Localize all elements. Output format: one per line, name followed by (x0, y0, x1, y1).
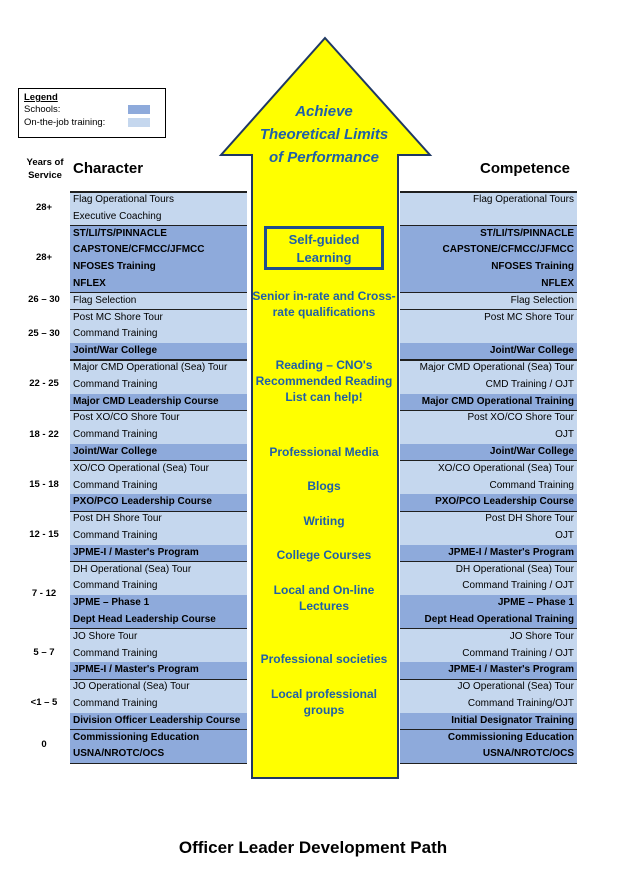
group-separator (70, 292, 247, 293)
character-row: Commissioning Education (70, 730, 247, 747)
arrow-goal-text: Achieve Theoretical Limits of Performance (259, 103, 389, 166)
competence-row: PXO/PCO Leadership Course (400, 494, 577, 511)
competence-row: XO/CO Operational (Sea) Tour (400, 461, 577, 478)
character-row: JPME-I / Master's Program (70, 662, 247, 679)
center-item: Writing (303, 514, 345, 528)
page-title: Officer Leader Development Path (178, 838, 448, 857)
group-separator (400, 191, 577, 192)
years-label: 0 (41, 739, 47, 751)
group-separator (70, 628, 247, 629)
character-row: Command Training (70, 478, 247, 495)
character-row: Major CMD Leadership Course (70, 394, 247, 411)
character-row: PXO/PCO Leadership Course (70, 494, 247, 511)
years-label: 7 - 12 (31, 588, 57, 600)
competence-row: JPME-I / Master's Program (400, 662, 577, 679)
group-separator (400, 410, 577, 411)
competence-row: JO Shore Tour (400, 629, 577, 646)
competence-row: JPME – Phase 1 (400, 595, 577, 612)
group-separator (70, 763, 247, 764)
competence-row: Command Training (400, 478, 577, 495)
center-item: Local professional groups (270, 687, 378, 717)
competence-row: Dept Head Operational Training (400, 612, 577, 629)
center-item: Local and On-line Lectures (273, 583, 375, 613)
character-row: CAPSTONE/CFMCC/JFMCC (70, 242, 247, 259)
center-item: Professional societies (260, 652, 388, 666)
character-row: DH Operational (Sea) Tour (70, 562, 247, 579)
years-label: 15 - 18 (29, 479, 59, 490)
competence-row: Flag Operational Tours (400, 192, 577, 209)
competence-column (400, 192, 577, 780)
group-separator (70, 410, 247, 411)
group-separator (70, 191, 247, 192)
character-row: Flag Selection (70, 293, 247, 310)
group-separator (400, 561, 577, 562)
character-row: Post MC Shore Tour (70, 310, 247, 327)
competence-row: NFOSES Training (400, 259, 577, 276)
years-label: 12 - 15 (29, 529, 59, 541)
competence-row: Joint/War College (400, 444, 577, 461)
character-row: XO/CO Operational (Sea) Tour (70, 461, 247, 478)
group-separator (70, 729, 247, 730)
competence-row: Joint/War College (400, 343, 577, 360)
center-item: Professional Media (269, 445, 379, 459)
years-label: 22 - 25 (29, 378, 59, 390)
character-row: JO Operational (Sea) Tour (70, 679, 247, 696)
competence-row: USNA/NROTC/OCS (400, 746, 577, 763)
character-row: ST/LI/TS/PINNACLE (70, 226, 247, 243)
competence-row: Post DH Shore Tour (400, 511, 577, 528)
legend-schools-label: Schools: (24, 104, 61, 115)
character-row: Dept Head Leadership Course (70, 612, 247, 629)
group-separator (70, 561, 247, 562)
group-separator (400, 763, 577, 764)
competence-row: ST/LI/TS/PINNACLE (400, 226, 577, 243)
character-row: Joint/War College (70, 444, 247, 461)
character-row: JPME – Phase 1 (70, 595, 247, 612)
character-row: NFLEX (70, 276, 247, 293)
competence-row: Major CMD Operational (Sea) Tour (400, 360, 577, 377)
character-row: JPME-I / Master's Program (70, 545, 247, 562)
character-row: Post DH Shore Tour (70, 511, 247, 528)
center-item: Senior in-rate and Cross-rate qualifications (252, 289, 396, 319)
competence-row: JO Operational (Sea) Tour (400, 679, 577, 696)
character-row: Command Training (70, 377, 247, 394)
competence-row: Initial Designator Training (400, 713, 577, 730)
character-row: Executive Coaching (70, 209, 247, 226)
center-item: Reading – CNO's Recommended Reading List can help! (255, 358, 393, 404)
group-separator (400, 359, 577, 360)
competence-row: Command Training/OJT (400, 696, 577, 713)
character-column (70, 192, 247, 780)
competence-row: OJT (400, 427, 577, 444)
competence-row (400, 209, 577, 226)
competence-row: NFLEX (400, 276, 577, 293)
competence-row: Commissioning Education (400, 730, 577, 747)
competence-row: OJT (400, 528, 577, 545)
competence-row: Post XO/CO Shore Tour (400, 410, 577, 427)
competence-row: DH Operational (Sea) Tour (400, 562, 577, 579)
competence-row: Major CMD Operational Training (400, 394, 577, 411)
character-row: Command Training (70, 646, 247, 663)
character-row: Command Training (70, 528, 247, 545)
character-row: Post XO/CO Shore Tour (70, 410, 247, 427)
years-of-service-header: Years of Service (26, 157, 64, 181)
center-item: College Courses (276, 548, 372, 562)
years-label: 28+ (35, 201, 53, 213)
competence-row: JPME-I / Master's Program (400, 545, 577, 562)
group-separator (70, 225, 247, 226)
character-row: Major CMD Operational (Sea) Tour (70, 360, 247, 377)
group-separator (400, 460, 577, 461)
years-label: 18 - 22 (29, 428, 59, 440)
character-row: USNA/NROTC/OCS (70, 746, 247, 763)
character-row: Flag Operational Tours (70, 192, 247, 209)
character-row: Command Training (70, 578, 247, 595)
competence-row (400, 326, 577, 343)
group-separator (70, 309, 247, 310)
years-label: <1 – 5 (30, 697, 58, 709)
character-row: Joint/War College (70, 343, 247, 360)
group-separator (70, 359, 247, 360)
group-separator (400, 511, 577, 512)
group-separator (400, 628, 577, 629)
character-row: JO Shore Tour (70, 629, 247, 646)
competence-header: Competence (480, 160, 571, 177)
group-separator (70, 679, 247, 680)
center-item: Blogs (307, 479, 341, 493)
self-guided-learning-box: Self-guided Learning (264, 226, 384, 270)
character-row: NFOSES Training (70, 259, 247, 276)
legend-title: Legend (24, 92, 58, 103)
character-row: Command Training (70, 326, 247, 343)
character-row: Division Officer Leadership Course (70, 713, 247, 730)
years-label: 5 – 7 (33, 647, 55, 658)
legend-ojt-label: On-the-job training: (24, 117, 106, 128)
group-separator (400, 225, 577, 226)
character-row: Command Training (70, 427, 247, 444)
years-label: 25 – 30 (28, 327, 60, 339)
years-label: 28+ (35, 252, 53, 264)
group-separator (400, 309, 577, 310)
competence-row: Flag Selection (400, 293, 577, 310)
group-separator (400, 679, 577, 680)
competence-row: Post MC Shore Tour (400, 310, 577, 327)
years-label: 26 – 30 (28, 294, 60, 306)
character-row: Command Training (70, 696, 247, 713)
character-header: Character (73, 160, 144, 177)
group-separator (70, 511, 247, 512)
group-separator (400, 292, 577, 293)
competence-row: Command Training / OJT (400, 578, 577, 595)
competence-row: Command Training / OJT (400, 646, 577, 663)
competence-row: CAPSTONE/CFMCC/JFMCC (400, 242, 577, 259)
competence-row: CMD Training / OJT (400, 377, 577, 394)
group-separator (400, 729, 577, 730)
group-separator (70, 460, 247, 461)
